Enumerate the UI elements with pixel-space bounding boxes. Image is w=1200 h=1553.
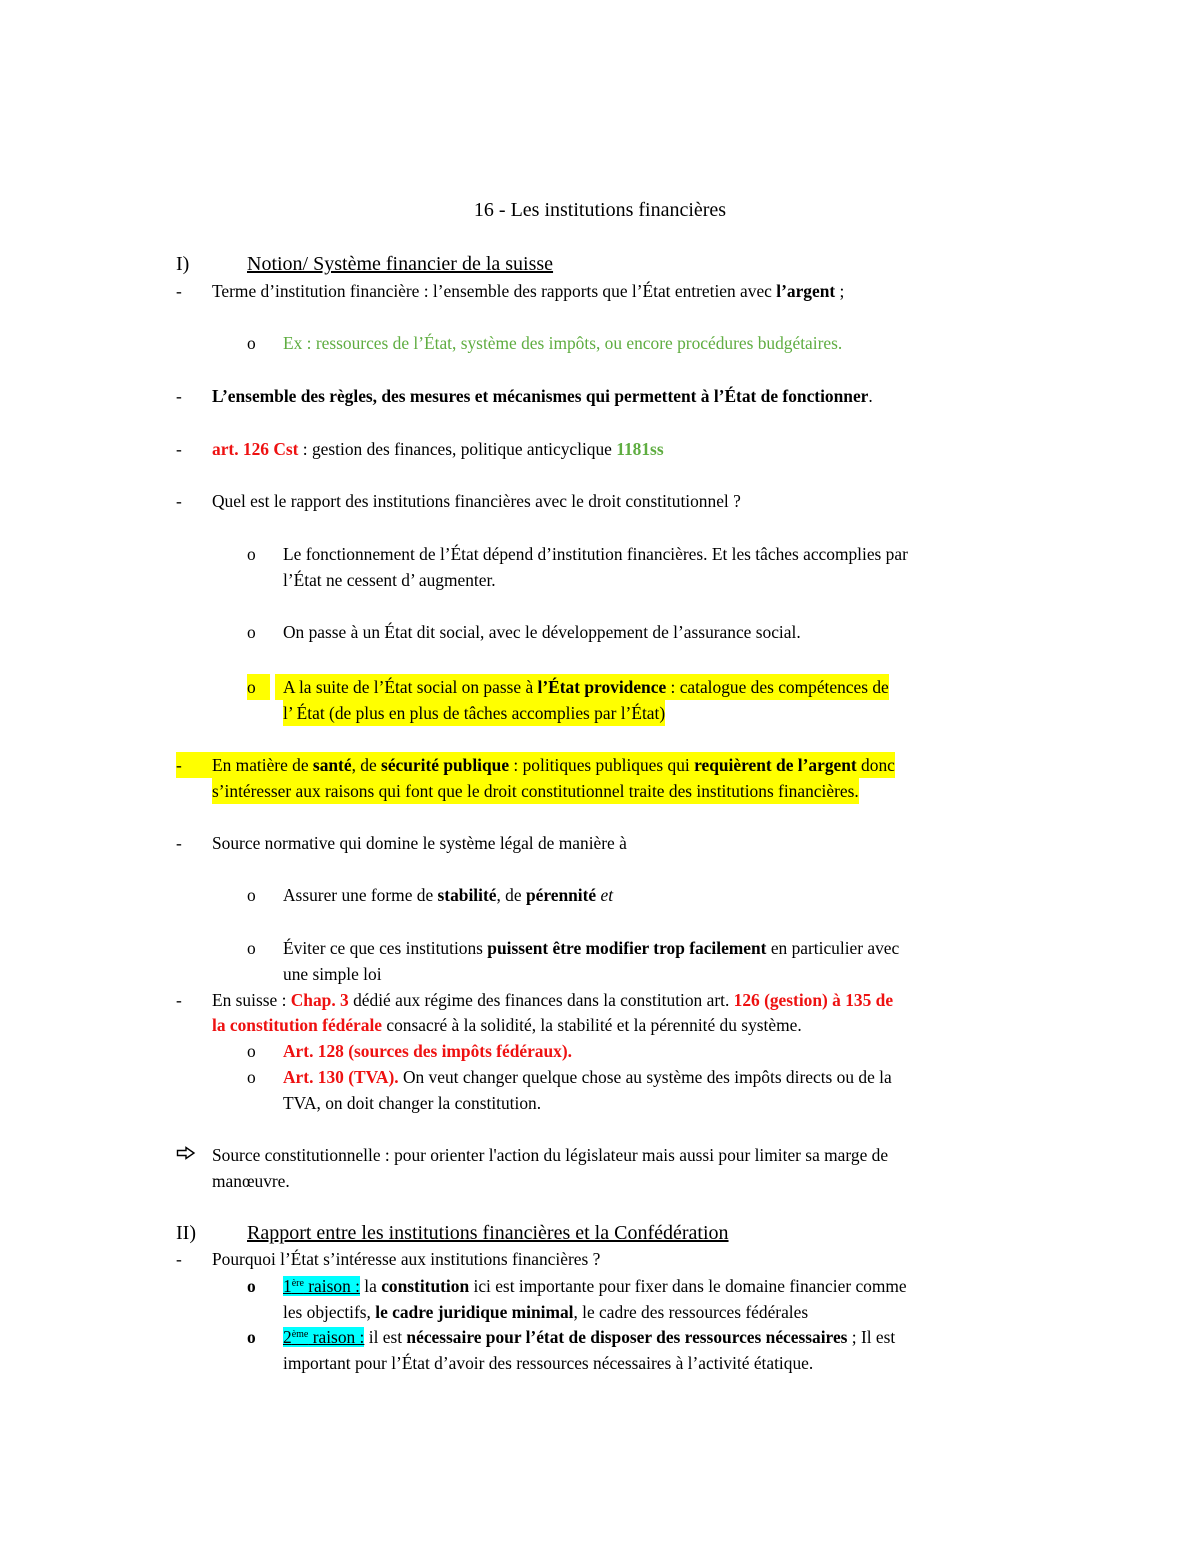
state-functioning-line-2: l’État ne cessent d’ augmenter. xyxy=(283,570,496,590)
swiss-chapter-line-2: la constitution fédérale consacré à la solidité, la stabilité et la pérennité du système. xyxy=(212,1015,802,1035)
public-policy-line-1: En matière de santé, de sécurité publique : politiques publiques qui requièrent de l’argent donc xyxy=(212,752,895,778)
article-126-line: art. 126 Cst : gestion des finances, politique anticyclique 1181ss xyxy=(212,439,664,459)
welfare-state-line-1: A la suite de l’État social on passe à l’État providence : catalogue des compétences de xyxy=(275,674,889,700)
dash-marker: - xyxy=(176,990,182,1010)
public-policy-line-2: s’intéresser aux raisons qui font que le droit constitutionnel traite des institutions financières. xyxy=(212,778,859,804)
question-line: Quel est le rapport des institutions financières avec le droit constitutionnel ? xyxy=(212,491,741,511)
section-1-number: I) xyxy=(176,253,190,275)
second-reason-line-1: 2ème raison : il est nécessaire pour l’état de disposer des ressources nécessaires ; Il est xyxy=(283,1327,896,1347)
welfare-state-line-2: l’ État (de plus en plus de tâches accomplies par l’État) xyxy=(283,700,665,726)
swiss-chapter-line-1: En suisse : Chap. 3 dédié aux régime des finances dans la constitution art. 126 (gestion) à 135 de xyxy=(212,990,894,1010)
bullet-marker: o xyxy=(247,938,256,958)
article-128-line: Art. 128 (sources des impôts fédéraux). xyxy=(283,1041,573,1061)
modification-line-1: Éviter ce que ces institutions puissent être modifier trop facilement en particulier avec xyxy=(283,938,900,958)
social-state-line: On passe à un État dit social, avec le développement de l’assurance social. xyxy=(283,622,801,642)
dash-marker: - xyxy=(176,386,182,406)
stability-line: Assurer une forme de stabilité, de pérennité et xyxy=(283,885,614,905)
bullet-marker: o xyxy=(247,622,256,642)
article-130-line-1: Art. 130 (TVA). On veut changer quelque chose au système des impôts directs ou de la xyxy=(283,1067,892,1087)
first-reason-line-1: 1ère raison : la constitution ici est importante pour fixer dans le domaine financier comme xyxy=(283,1276,907,1296)
why-question-line: Pourquoi l’État s’intéresse aux institutions financières ? xyxy=(212,1249,601,1269)
dash-marker: - xyxy=(176,439,182,459)
page-title: 16 - Les institutions financières xyxy=(473,199,727,221)
bullet-marker: o xyxy=(247,1327,256,1347)
right-arrow-icon xyxy=(176,1146,196,1160)
second-reason-line-2: important pour l’État d’avoir des ressources nécessaires à l’activité étatique. xyxy=(283,1353,814,1373)
rules-line: L’ensemble des règles, des mesures et mécanismes qui permettent à l’État de fonctionner. xyxy=(212,386,873,406)
bullet-marker: o xyxy=(247,885,256,905)
first-reason-line-2: les objectifs, le cadre juridique minimal, le cadre des ressources fédérales xyxy=(283,1302,809,1322)
dash-marker: - xyxy=(176,752,214,778)
section-1-heading: Notion/ Système financier de la suisse xyxy=(247,253,554,275)
bullet-marker: o xyxy=(247,1041,256,1061)
bullet-marker: o xyxy=(247,333,256,353)
example-line: Ex : ressources de l’État, système des impôts, ou encore procédures budgétaires. xyxy=(283,333,843,353)
constitutional-source-line-2: manœuvre. xyxy=(212,1171,290,1191)
bullet-marker: o xyxy=(247,544,256,564)
modification-line-2: une simple loi xyxy=(283,964,382,984)
constitutional-source-line-1: Source constitutionnelle : pour orienter l'action du législateur mais aussi pour limiter sa marge de xyxy=(212,1145,889,1165)
definition-line: Terme d’institution financière : l’ensemble des rapports que l’État entretien avec l’argent ; xyxy=(212,281,845,301)
dash-marker: - xyxy=(176,833,182,853)
article-130-line-2: TVA, on doit changer la constitution. xyxy=(283,1093,542,1113)
bullet-marker: o xyxy=(247,1276,256,1296)
bullet-marker: o xyxy=(247,674,270,700)
dash-marker: - xyxy=(176,491,182,511)
section-2-heading: Rapport entre les institutions financières et la Confédération xyxy=(247,1222,729,1244)
section-2-number: II) xyxy=(176,1222,196,1244)
dash-marker: - xyxy=(176,1249,182,1269)
bullet-marker: o xyxy=(247,1067,256,1087)
dash-marker: - xyxy=(176,281,182,301)
state-functioning-line-1: Le fonctionnement de l’État dépend d’institution financières. Et les tâches accomplies par xyxy=(283,544,908,564)
normative-source-line: Source normative qui domine le système légal de manière à xyxy=(212,833,627,853)
